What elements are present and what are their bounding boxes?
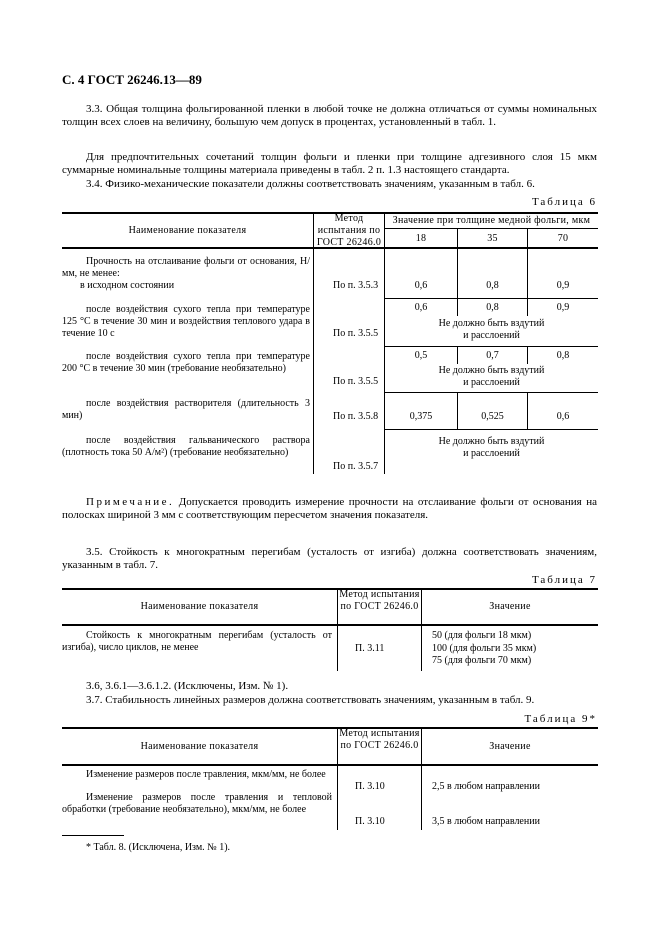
t9-r1-method: П. 3.10 (355, 781, 385, 792)
t6-r2-text: после воздействия сухого тепла при температуре 125 °С в течение 30 мин и воздействия теплового удара в течение 10 с (62, 304, 310, 339)
footnote: * Табл. 8. (Исключена, Изм. № 1). (86, 842, 231, 853)
t6-col-value: Значение при толщине медной фольги, мкм (392, 215, 591, 226)
t6-r3-text: после воздействия сухого тепла при температуре 200 °С в течение 30 мин (требование необязательно) (62, 351, 310, 374)
t6-r3-v70: 0,8 (556, 350, 570, 361)
t7-r1-v2: 100 (для фольги 35 мкм) (432, 643, 537, 654)
t6-sub-70: 70 (557, 233, 569, 244)
t6-r1-method: По п. 3.5.3 (333, 280, 379, 291)
t6-r2-method: По п. 3.5.5 (333, 328, 379, 339)
t6-r4-text: после воздействия растворителя (длительность 3 мин) (62, 398, 310, 421)
para-3-4: 3.4. Физико-механические показатели должны соответствовать значениям, указанным в табл. 6. (86, 178, 535, 190)
t6-r1-v18: 0,6 (414, 280, 428, 291)
t6-col-method: Метод испытания по ГОСТ 26246.0 (316, 213, 382, 248)
t7-r1-v1: 50 (для фольги 18 мкм) (432, 630, 532, 641)
note-label: Примечание. (86, 496, 175, 508)
t6-r1-sub: в исходном состоянии (80, 280, 175, 291)
t6-r3-v18: 0,5 (414, 350, 428, 361)
t9-col-name: Наименование показателя (140, 741, 259, 752)
t6-r2-note1: Не должно быть вздутий (438, 318, 545, 329)
t7-r1-v3: 75 (для фольги 70 мкм) (432, 655, 532, 666)
t6-sub-18: 18 (415, 233, 427, 244)
table9-label: Таблица 9* (524, 713, 597, 725)
t9-r1-text: Изменение размеров после травления, мкм/мм, не более (86, 769, 326, 780)
footnote-divider (62, 835, 124, 836)
t6-r3-v35: 0,7 (486, 350, 499, 361)
table7-label: Таблица 7 (531, 574, 597, 586)
para-3-7: 3.7. Стабильность линейных размеров должна соответствовать значениям, указанным в табл. 9. (86, 694, 535, 706)
t6-r5-note1: Не должно быть вздутий (438, 436, 545, 447)
t7-col-value: Значение (489, 601, 531, 612)
t7-r1-text: Стойкость к многократным перегибам (усталость от изгиба), число циклов, не менее (62, 630, 332, 653)
t6-r2-v35: 0,8 (486, 302, 499, 313)
t6-r2-v70: 0,9 (556, 302, 570, 313)
t6-r1-v70: 0,9 (556, 280, 570, 291)
t9-col-value: Значение (489, 741, 531, 752)
table6-note (62, 496, 597, 523)
t6-r2-v18: 0,6 (414, 302, 428, 313)
t6-sub-35: 35 (487, 233, 498, 244)
t9-r1-value: 2,5 в любом направлении (432, 781, 540, 792)
t6-r1-v35: 0,8 (486, 280, 499, 291)
t6-r3-note1: Не должно быть вздутий (438, 365, 545, 376)
t6-col-name: Наименование показателя (128, 225, 247, 236)
t6-r1-title: Прочность на отслаивание фольги от основания, Н/мм, не менее: (62, 256, 310, 279)
t6-r5-method: По п. 3.5.7 (333, 461, 379, 472)
t9-r2-method: П. 3.10 (355, 816, 385, 827)
t6-r2-note2: и расслоений (463, 330, 520, 341)
t6-r4-method: По п. 3.5.8 (333, 411, 379, 422)
t9-col-method: Метод испытания по ГОСТ 26246.0 (339, 728, 420, 751)
t7-r1-method: П. 3.11 (355, 643, 385, 654)
para-3-6 (62, 680, 597, 693)
t6-r4-v70: 0,6 (556, 411, 570, 422)
t6-r4-v35: 0,525 (481, 411, 504, 422)
para-3-5: 3.5. Стойкость к многократным перегибам (усталость от изгиба) должна соответствовать значениям, указанным в табл. 7. (62, 546, 597, 572)
t9-r2-text: Изменение размеров после травления и тепловой обработки (требование необязательно), мкм/мм, не более (62, 792, 332, 815)
t9-r2-value: 3,5 в любом направлении (432, 816, 540, 827)
t7-col-method: Метод испытания по ГОСТ 26246.0 (339, 589, 420, 612)
page-header: С. 4 ГОСТ 26246.13—89 (62, 72, 202, 87)
note-text: Допускается проводить измерение прочности на отслаивание фольги от основания на полосках шириной 3 мм с соответствующим пересчетом значения показателя. (62, 496, 598, 522)
para-3-6-text: 3.6, 3.6.1—3.6.1.2. (Исключены, Изм. № 1). (86, 680, 289, 692)
para-3-3b: Для предпочтительных сочетаний толщин фольги и пленки при толщине адгезивного слоя 15 мкм суммарные номинальные толщины материала приведены в табл. 2 п. 1.3 настоящего стандарта. (62, 151, 597, 177)
t6-r3-method: По п. 3.5.5 (333, 376, 379, 387)
t6-r3-note2: и расслоений (463, 377, 520, 388)
para-3-3a: 3.3. Общая толщина фольгированной пленки в любой точке не должна отличаться от суммы номинальных толщин всех слоев на величину, большую чем допуск в процентах, установленный в табл. 1. (62, 103, 597, 129)
t6-r5-text: после воздействия гальванического раствора (плотность тока 50 А/м²) (требование необязательно) (62, 435, 310, 458)
t6-r4-v18: 0,375 (409, 411, 433, 422)
t6-r5-note2: и расслоений (463, 448, 520, 459)
t7-col-name: Наименование показателя (140, 601, 259, 612)
table6-label: Таблица 6 (531, 196, 597, 208)
